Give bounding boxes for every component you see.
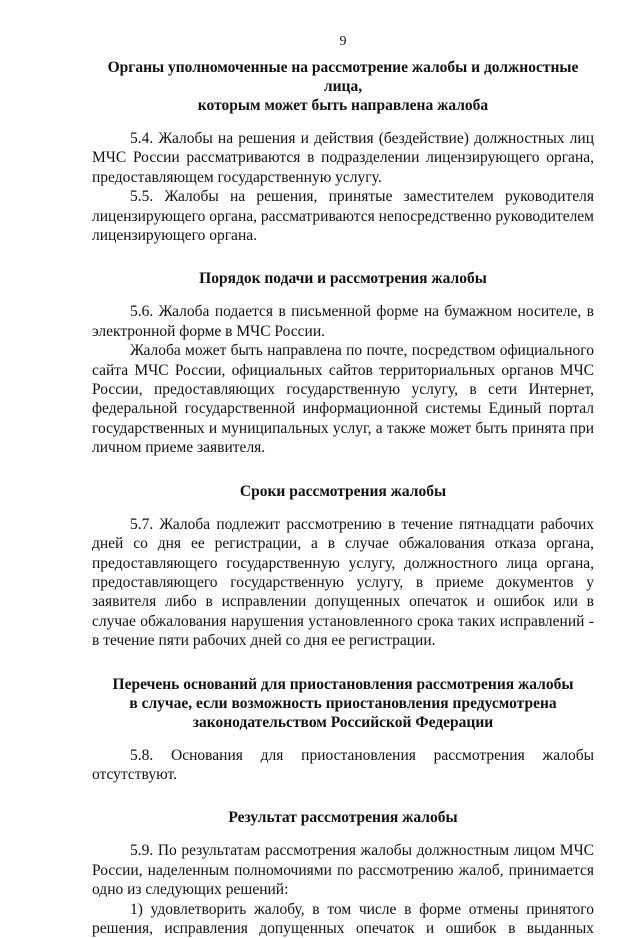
paragraph-5-8: 5.8. Основания для приостановления рассмотрения жалобы отсутствуют. (92, 746, 594, 783)
section-submission-procedure (92, 269, 594, 457)
heading-line: Порядок подачи и рассмотрения жалобы (199, 270, 487, 288)
heading-line: которым может быть направлена жалоба (197, 97, 489, 114)
paragraph-5-6: 5.6. Жалоба подается в письменной форме на бумажном носителе, в электронной форме в МЧС России. (92, 303, 594, 340)
paragraph-5-5: 5.5. Жалобы на решения, принятые заместителем руководителя лицензирующего органа, рассматриваются непосредственно руководителем лицензирующего органа. (92, 188, 594, 245)
section-review-deadlines (92, 482, 594, 651)
section-heading (92, 675, 594, 732)
section-review-result (92, 808, 594, 938)
section-heading (92, 269, 594, 288)
section-heading (92, 808, 594, 827)
paragraph-decision-1: 1) удовлетворить жалобу, в том числе в форме отмены принятого решения, исправления допущенных опечаток и ошибок в выданных (92, 900, 594, 937)
document-page (92, 32, 594, 938)
paragraph-5-4: 5.4. Жалобы на решения и действия (бездействие) должностных лиц МЧС России рассматриваются в подразделении лицензирующего органа, предоставляющем государственную услугу. (92, 130, 594, 186)
heading-line: Органы уполномоченные на рассмотрение жалобы и должностные лица, (107, 59, 579, 95)
heading-line: Результат рассмотрения жалобы (228, 809, 458, 827)
heading-line: Сроки рассмотрения жалобы (239, 482, 447, 500)
heading-line: в случае, если возможность приостановления предусмотрена (129, 694, 557, 712)
heading-line: Перечень оснований для приостановления рассмотрения жалобы (112, 675, 574, 693)
section-complaint-authorities (92, 58, 594, 245)
paragraph-5-7: 5.7. Жалоба подлежит рассмотрению в течение пятнадцати рабочих дней со дня ее регистрации, а в случае обжалования отказа органа, предоставляющего государственную услугу, должностного лица органа, предоставляющего государственную услугу, в приеме документов у заявителя либо в исправлении допущенных опечаток и ошибок или в случае обжалования нарушения установленного срока таких исправлений - в течение пяти рабочих дней со дня ее регистрации. (92, 515, 594, 650)
page-number: 9 (339, 34, 347, 49)
section-heading (92, 58, 594, 115)
section-suspension-grounds (92, 675, 594, 785)
paragraph-5-9: 5.9. По результатам рассмотрения жалобы должностным лицом МЧС России, наделенным полномочиями по рассмотрению жалоб, принимается одно из следующих решений: (92, 842, 594, 899)
section-heading (92, 482, 594, 501)
paragraph-submission-channels: Жалоба может быть направлена по почте, посредством официального сайта МЧС России, официальных сайтов территориальных органов МЧС России, предоставляющих государственную услугу, в сети Интернет, федеральной государственной информационной системы Единый портал государственных и муниципальных услуг, а также может быть принята при личном приеме заявителя. (92, 342, 594, 457)
heading-line: законодательством Российской Федерации (192, 713, 494, 731)
